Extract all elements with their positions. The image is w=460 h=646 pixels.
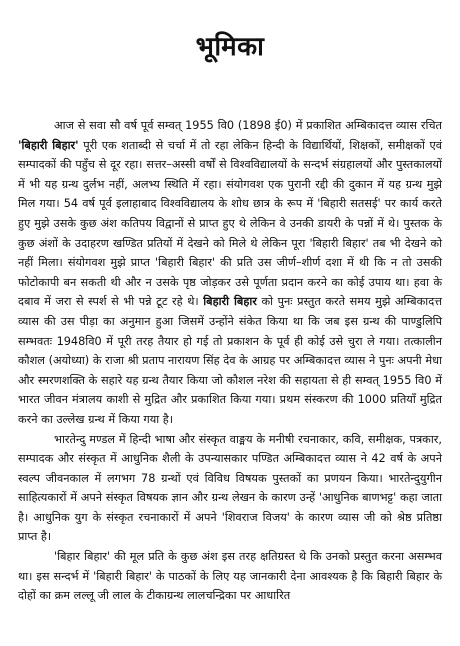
page-title: भूमिका <box>195 32 265 62</box>
book-title-bold: बिहारी बिहार <box>203 295 257 309</box>
paragraph-1-text: को पुनः प्रस्तुत करते समय मुझे अम्बिकादत्त व्यास की उस पीड़ा का अनुमान हुआ जिसमें उन्होंने संकेत किया था कि जब इस ग्रन्थ की पाण्डुलिपि सम्भवतः 1948वि0 में पूरी तरह तैयार हो गई तो प्रकाशन के पूर्व ही कोई उसे चुरा ले गया। तत्कालीन कौशल (अयोध्या) के राजा श्री प्रताप नारायण सिंह देव के आग्रह पर अम्बिकादत्त व्यास ने पुनः अपनी मेधा और स्मरणशक्ति के सहारे यह ग्रन्थ तैयार किया जो कौशल नरेश की सहायता से ही सम्वत् 1955 वि0 में भारत जीवन मंत्रालय काशी से मुद्रित और प्रकाशित किया गया। प्रथम संस्करण की 1000 प्रतियाँ मुद्रित करने का उल्लेख ग्रन्थ में किया गया है। <box>18 295 442 426</box>
paragraph-1 <box>18 116 442 430</box>
paragraph-1-text: पूरी एक शताब्दी से चर्चा में तो रहा लेकिन हिन्दी के विद्यार्थियों, शिक्षकों, समीक्षकों एवं सम्पादकों की पहुँच से दूर रहा। सत्तर–अस्सी वर्षों से विश्वविद्यालयों के सन्दर्भ संग्रहालयों और पुस्तकालयों में भी यह ग्रन्थ दुर्लभ नहीं, अलभ्य स्थिति में रहा। संयोगवश एक पुरानी रद्दी की दुकान में यह ग्रन्थ मुझे मिल गया। 54 वर्ष पूर्व इलाहाबाद विश्वविद्यालय के शोध छात्र के रूप में 'बिहारी सतसई' पर कार्य करते हुए मुझे उसके कुछ अंश कतिपय विद्वानों से प्राप्त हुए थे लेकिन वे उनकी डायरी के पन्नों में थे। पुस्तक के कुछ अंशों के उदाहरण खण्डित प्रतियों में देखने को मिले थे लेकिन पूरा 'बिहारी बिहार' तब भी देखने को नहीं मिला। संयोगवश मुझे प्राप्त 'बिहारी बिहार' की प्रति उस जीर्ण–शीर्ण दशा में थी कि न तो उसकी फोटोकापी बन सकती थी और न उसके पृष्ठ जोड़कर उसे पूर्णता प्रदान करने का कोई उपाय था। हवा के दबाव में जरा से स्पर्श से भी पन्ने टूट रहे थे। <box>18 138 442 309</box>
book-title-bold: 'बिहारी बिहार' <box>18 138 79 152</box>
paragraph-3 <box>18 547 442 606</box>
paragraph-2-text: भारतेन्दु मण्डल में हिन्दी भाषा और संस्कृत वाङ्मय के मनीषी रचनाकार, कवि, समीक्षक, पत्रकार, सम्पादक और संस्कृत में आधुनिक शैली के उपन्यासकार पण्डित अम्बिकादत्त व्यास ने 42 वर्ष के अपने स्वल्प जीवनकाल में लगभग 78 ग्रन्थों एवं विविध विषयक पुस्तकों का प्रणयन किया। भारतेन्दुयुगीन साहित्यकारों में अपने संस्कृत विषयक ज्ञान और ग्रन्थ लेखन के कारण उन्हें 'आधुनिक बाणभट्ट' कहा जाता है। आधुनिक युग के संस्कृत रचनाकारों में अपने 'शिवराज विजय' के कारण व्यास जी को श्रेष्ठ प्रतिष्ठा प्राप्त है। <box>18 432 442 544</box>
paragraph-1-text: आज से सवा सौ वर्ष पूर्व सम्वत् 1955 वि0 (1898 ई0) में प्रकाशित अम्बिकादत्त व्यास रचित <box>54 119 442 132</box>
paragraph-3-text: 'बिहार बिहार' की मूल प्रति के कुछ अंश इस तरह क्षतिग्रस्त थे कि उनको प्रस्तुत करना असम्भव था। इस सन्दर्भ में 'बिहारी बिहार' के पाठकों के लिए यह जानकारी देना आवश्यक है कि बिहारी बिहार के दोहों का क्रम लल्लू जी लाल के टीकाग्रन्थ लालचन्द्रिका पर आधारित <box>18 550 442 603</box>
paragraph-2 <box>18 430 442 548</box>
